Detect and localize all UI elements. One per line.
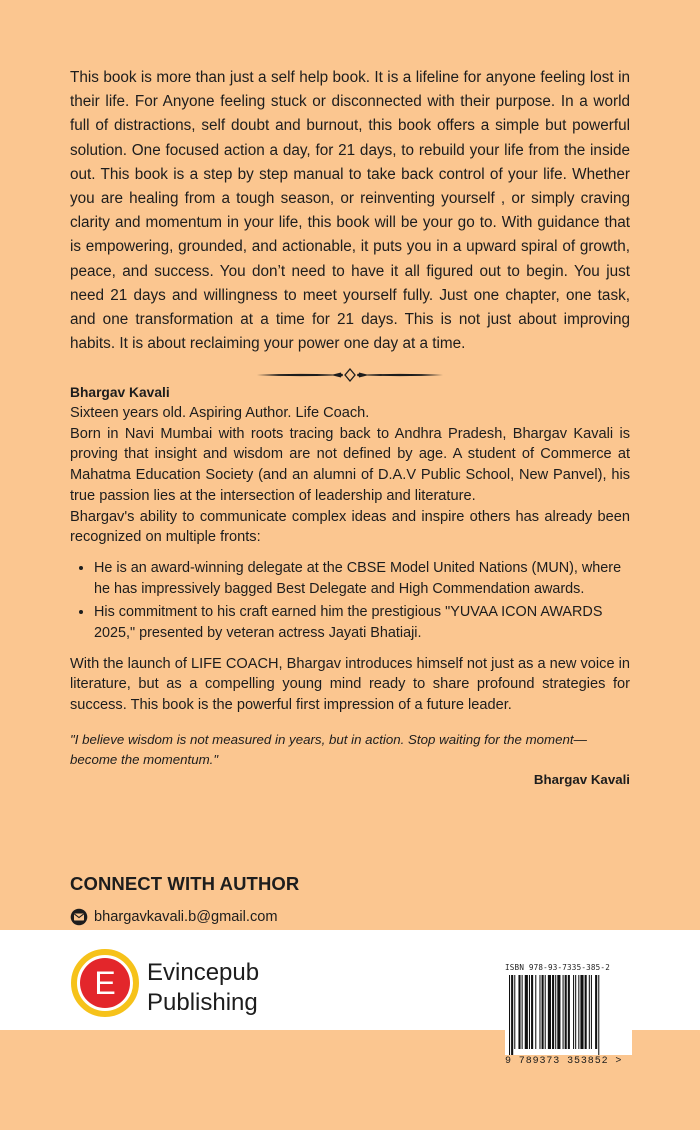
- connect-section: [70, 873, 299, 926]
- email-icon: [70, 908, 88, 926]
- barcode-bar: [509, 975, 510, 1055]
- barcode-bar: [552, 975, 554, 1049]
- ornament-divider-icon: [255, 368, 445, 382]
- barcode-bars-icon: [505, 975, 632, 1055]
- barcode-bar: [591, 975, 592, 1049]
- barcode-bar: [573, 975, 574, 1049]
- barcode-bar: [580, 975, 583, 1049]
- barcode-bar: [589, 975, 590, 1049]
- barcode-bar: [525, 975, 528, 1049]
- barcode-bar: [545, 975, 546, 1049]
- barcode-bar: [578, 975, 579, 1049]
- connect-title: CONNECT WITH AUTHOR: [70, 873, 300, 894]
- barcode-bar: [575, 975, 576, 1049]
- logo-letter: E: [94, 965, 116, 1001]
- barcode-bar: [542, 975, 544, 1049]
- barcode-bar: [518, 975, 520, 1049]
- barcode-bar: [531, 975, 533, 1049]
- publisher-name-line1: Evincepub: [147, 959, 260, 986]
- barcode-bar: [557, 975, 560, 1049]
- publisher-logo-icon: [70, 948, 140, 1018]
- author-bio-paragraph-2: Bhargav's ability to communicate complex ideas and inspire others has already been recognized on multiple fronts:: [70, 508, 630, 546]
- list-item: • He is an award-winning delegate at the CBSE Model United Nations (MUN), where he has impressively bagged Best Delegate and High Commendation awards.: [94, 558, 630, 599]
- author-name: Bhargav Kavali: [70, 385, 170, 400]
- author-bio-section: [70, 383, 630, 787]
- barcode-bar: [555, 975, 556, 1049]
- barcode-bar: [598, 975, 599, 1055]
- author-bio-paragraph: Born in Navi Mumbai with roots tracing back to Andhra Pradesh, Bhargav Kavali is proving that insight and wisdom are not defined by age. A student of Commerce at Mahatma Education Society (and an alumni of D.A.V Public School, New Panvel), his true passion lies at the intersection of leadership and literature.: [70, 425, 630, 504]
- barcode-bar: [514, 975, 515, 1049]
- isbn-digits: 9 789373 353852 >: [505, 1056, 623, 1067]
- barcode-bar: [535, 975, 536, 1049]
- author-tagline: Sixteen years old. Aspiring Author. Life Coach.: [70, 405, 370, 421]
- isbn-barcode: [505, 963, 632, 1067]
- isbn-label: ISBN 978-93-7335-385-2: [505, 963, 610, 972]
- book-blurb: This book is more than just a self help book. It is a lifeline for anyone feeling lost in their life. For Anyone feeling stuck or disconnected with their purpose. In a world full of distractions, self doubt and burnout, this book offers a simple but powerful solution. One focused action a day, for 21 days, to rebuild your life from the inside out. This book is a step by step manual to take back control of your life. Whether you are healing from a tough season, or reinventing yourself , or simply craving clarity and momentum in your life, this book will be your go to. With guidance that is empowering, grounded, and actionable, it puts you in a upward spiral of growth, peace, and success. You don’t need to have it all figured out to begin. You just need 21 days and willingness to meet yourself fully. Just one chapter, one task, and one transformation at a time for 21 days. This is not just about improving habits. It is about reclaiming your power one day at a time.: [70, 69, 630, 353]
- barcode-bar: [511, 975, 513, 1055]
- achievements-list: [70, 558, 630, 644]
- email-contact[interactable]: [70, 908, 299, 926]
- barcode-bar: [539, 975, 540, 1049]
- closing-paragraph: With the launch of LIFE COACH, Bhargav introduces himself not just as a new voice in literature, but as a compelling young mind ready to share profound strategies for success. This book is the powerful first impression of a future leader.: [70, 655, 630, 714]
- list-item: • His commitment to his craft earned him the prestigious "YUVAA ICON AWARDS 2025," presented by veteran actress Jayati Bhatiaji.: [94, 602, 630, 643]
- publisher-name: [147, 958, 259, 1018]
- barcode-bar: [565, 975, 567, 1049]
- barcode-bar: [568, 975, 570, 1049]
- barcode-bar: [522, 975, 523, 1049]
- barcode-bar: [529, 975, 530, 1049]
- barcode-bar: [595, 975, 597, 1049]
- quote-attribution: Bhargav Kavali: [533, 771, 630, 787]
- author-quote: "I believe wisdom is not measured in years, but in action. Stop waiting for the moment—become the momentum.": [70, 731, 587, 767]
- barcode-bar: [563, 975, 564, 1049]
- email-address[interactable]: bhargavkavali.b@gmail.com: [94, 909, 278, 925]
- book-blurb-section: [70, 66, 630, 382]
- barcode-bar: [548, 975, 551, 1049]
- barcode-bar: [585, 975, 587, 1049]
- publisher-name-line2: Publishing: [147, 989, 258, 1016]
